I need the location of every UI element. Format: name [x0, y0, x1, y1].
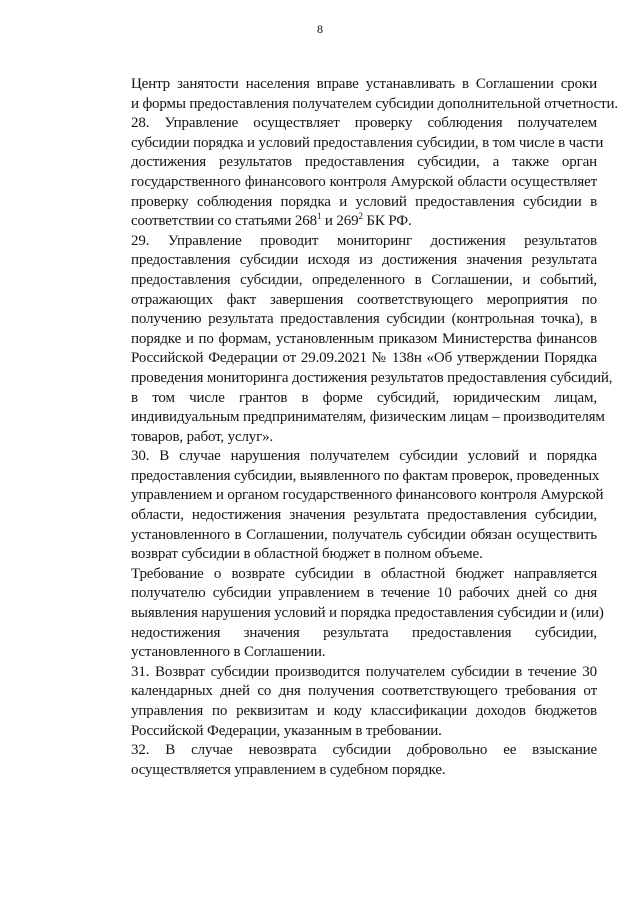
paragraph-31: [93, 663, 597, 741]
text-line: отражающих факт завершения соответствующего мероприятия по: [131, 291, 597, 308]
text-line: управления по реквизитам и коду классификации доходов бюджетов: [131, 703, 597, 719]
text-line: установленного в Соглашении, получатель субсидии обязан осуществить: [131, 526, 597, 543]
paragraph-employment-center: [93, 75, 618, 114]
text-line: 29. Управление проводит мониторинг достижения результатов: [131, 232, 597, 249]
text-line: достижения результатов предоставления субсидии, а также орган: [131, 154, 597, 171]
document-body: [93, 75, 618, 780]
text-line: в том числе грантов в форме субсидий, юридическим лицам,: [131, 389, 597, 406]
paragraph-32: [93, 741, 597, 780]
text-line: проведения мониторинга достижения результатов предоставления субсидий,: [131, 369, 613, 386]
page-number: 8: [317, 22, 323, 36]
superscript: 1: [316, 211, 322, 222]
text-line: получению результата предоставления субсидии (контрольная точка), в: [131, 311, 597, 328]
text-line: области, недостижения значения результата предоставления субсидии,: [131, 507, 597, 524]
text-line: выявления нарушения условий и порядка предоставления субсидии и (или): [131, 605, 604, 622]
text-line: порядке и по формам, установленным приказом Министерства финансов: [131, 330, 597, 347]
text-line: и формы предоставления получателем субсидии дополнительной отчетности.: [131, 95, 618, 112]
text-line: проверку соблюдения порядка и условий предоставления субсидии в: [131, 193, 597, 210]
text-fragment: и 269: [321, 213, 359, 230]
text-fragment: БК РФ.: [362, 213, 412, 230]
superscript: 2: [358, 211, 363, 222]
text-line: государственного финансового контроля Амурской области осуществляет: [131, 173, 597, 190]
text-line: Российской Федерации, указанным в требовании.: [131, 722, 442, 739]
text-line: Российской Федерации от 29.09.2021 № 138н «Об утверждении Порядка: [131, 350, 597, 367]
paragraph-28: [93, 114, 604, 232]
text-line: недостижения значения результата предоставления субсидии,: [131, 624, 597, 641]
text-line: субсидии порядка и условий предоставления субсидии, в том числе в части: [131, 134, 604, 151]
text-fragment: соответствии со статьями 268: [131, 213, 317, 230]
text-line: Центр занятости населения вправе устанавливать в Соглашении сроки: [131, 76, 597, 92]
text-line: индивидуальным предпринимателям, физическим лицам – производителям: [131, 409, 605, 426]
text-line: 30. В случае нарушения получателем субсидии условий и порядка: [131, 448, 597, 465]
text-line: осуществляется управлением в судебном порядке.: [131, 761, 446, 778]
text-line: 31. Возврат субсидии производится получателем субсидии в течение 30: [131, 663, 597, 680]
text-line: товаров, работ, услуг».: [131, 428, 274, 445]
text-line: 28. Управление осуществляет проверку соблюдения получателем: [131, 115, 597, 132]
text-line: получателю субсидии управлением в течение 10 рабочих дней со дня: [131, 585, 597, 602]
text-line: 32. В случае невозврата субсидии добровольно ее взыскание: [131, 742, 597, 759]
text-line: Требование о возврате субсидии в областной бюджет направляется: [131, 565, 597, 582]
text-line: возврат субсидии в областной бюджет в полном объеме.: [131, 546, 483, 563]
paragraph-return-request: [93, 565, 604, 663]
text-line: установленного в Соглашении.: [131, 644, 326, 661]
text-line-with-footnotes: [93, 212, 597, 232]
text-line: управлением и органом государственного финансового контроля Амурской: [131, 487, 604, 504]
text-line: календарных дней со дня получения соответствующего требования от: [131, 683, 597, 700]
text-line: предоставления субсидии, выявленного по фактам проверок, проведенных: [131, 467, 600, 484]
paragraph-30: [93, 447, 604, 565]
paragraph-29: [93, 232, 613, 448]
text-line: предоставления субсидии, определенного в Соглашении, и событий,: [131, 271, 597, 288]
text-line: предоставления субсидии исходя из достижения значения результата: [131, 252, 597, 269]
